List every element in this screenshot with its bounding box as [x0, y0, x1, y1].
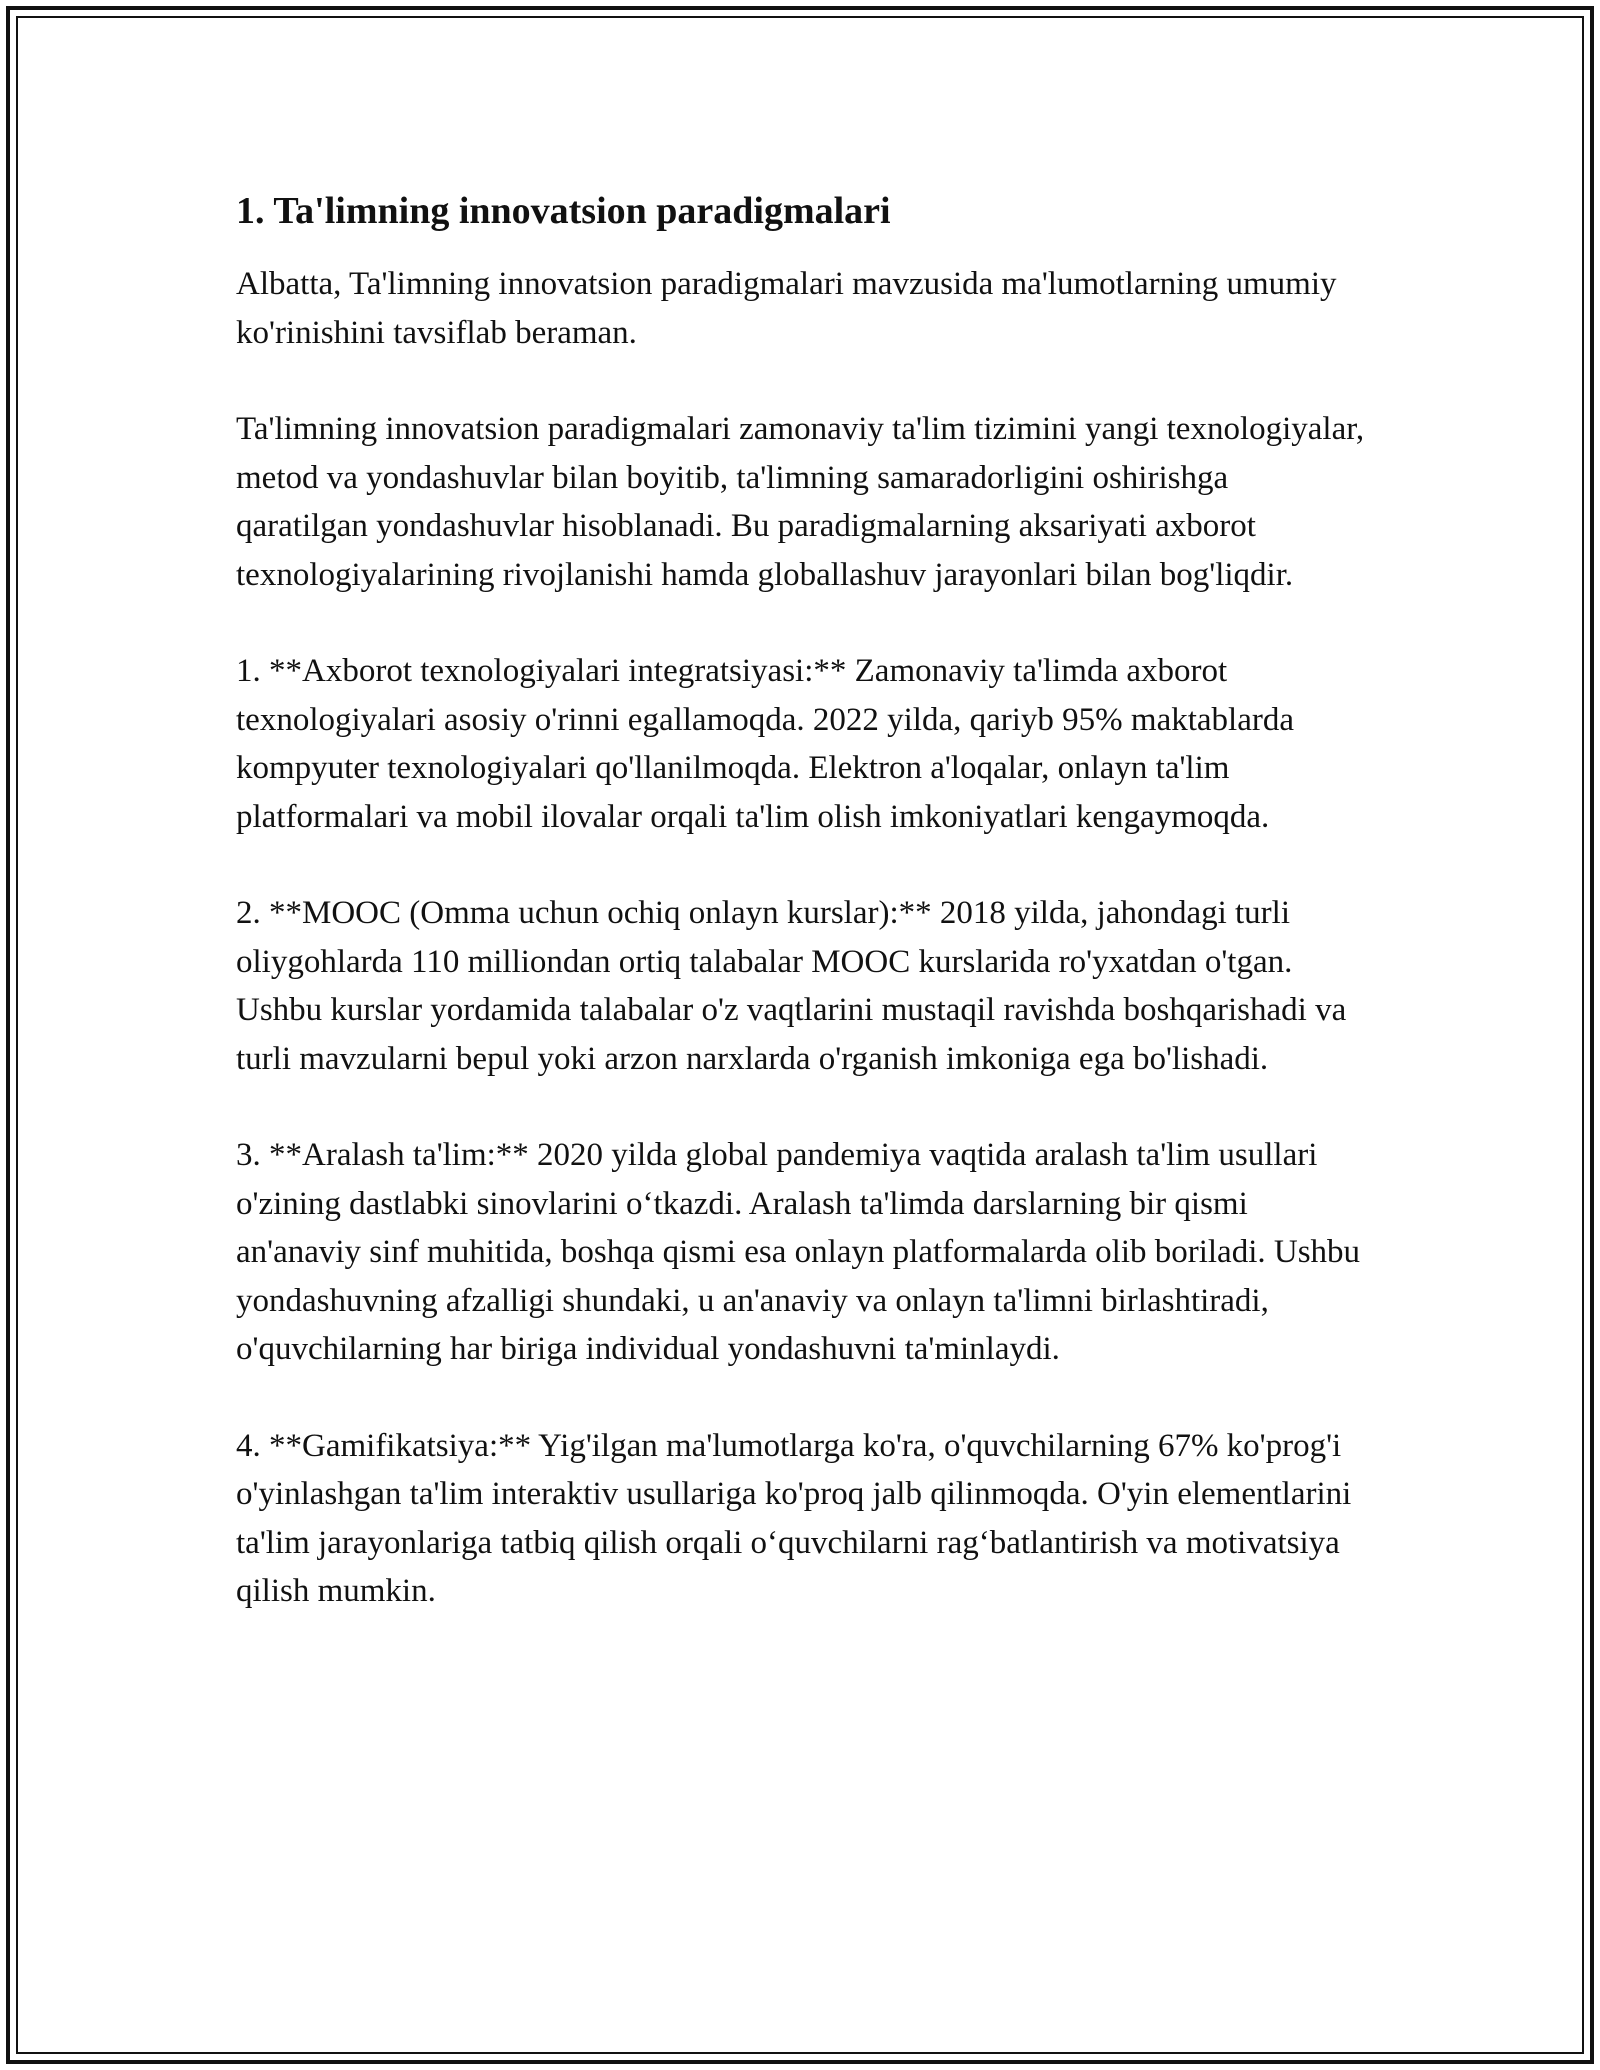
list-item-paragraph: 1. **Axborot texnologiyalari integratsiyasi:** Zamonaviy ta'limda axborot texnologiyalari asosiy o'rinni egallamoqda. 2022 yilda, qariyb 95% maktablarda kompyuter texnologiyalari qo'llanilmoqda. Elektron a'loqalar, onlayn ta'lim platformalari va mobil ilovalar orqali ta'lim olish imkoniyatlari kengaymoqda. — [236, 653, 1294, 835]
list-item-paragraph: 3. **Aralash ta'lim:** 2020 yilda global pandemiya vaqtida aralash ta'lim usullari o'zining dastlabki sinovlarini o‘tkazdi. Aralash ta'limda darslarning bir qismi an'anaviy sinf muhitida, boshqa qismi esa onlayn platformalarda olib boriladi. Ushbu yondashuvning afzalligi shundaki, u an'anaviy va onlayn ta'limni birlashtiradi, o'quvchilarning har biriga individual yondashuvni ta'minlaydi. — [236, 1137, 1361, 1367]
document-body — [236, 186, 1366, 1664]
overview-paragraph: Ta'limning innovatsion paradigmalari zamonaviy ta'lim tizimini yangi texnologiyalar, metod va yondashuvlar bilan boyitib, ta'limning samaradorligini oshirishga qaratilgan yondashuvlar hisoblanadi. Bu paradigmalarning aksariyati axborot texnologiyalarining rivojlanishi hamda globallashuv jarayonlari bilan bog'liqdir. — [236, 411, 1365, 593]
list-item-paragraph: 4. **Gamifikatsiya:** Yig'ilgan ma'lumotlarga ko'ra, o'quvchilarning 67% ko'prog'i o'yinlashgan ta'lim interaktiv usullariga ko'proq jalb qilinmoqda. O'yin elementlarini ta'lim jarayonlariga tatbiq qilish orqali o‘quvchilarni rag‘batlantirish va motivatsiya qilish mumkin. — [236, 1427, 1352, 1609]
page-title: 1. Ta'limning innovatsion paradigmalari — [236, 190, 891, 232]
intro-paragraph: Albatta, Ta'limning innovatsion paradigmalari mavzusida ma'lumotlarning umumiy ko'rinishini tavsiflab beraman. — [236, 266, 1337, 351]
list-item-paragraph: 2. **MOOC (Omma uchun ochiq onlayn kurslar):** 2018 yilda, jahondagi turli oliygohlarda 110 milliondan ortiq talabalar MOOC kurslarida ro'yxatdan o'tgan. Ushbu kurslar yordamida talabalar o'z vaqtlarini mustaqil ravishda boshqarishadi va turli mavzularni bepul yoki arzon narxlarda o'rganish imkoniga ega bo'lishadi. — [236, 895, 1347, 1077]
